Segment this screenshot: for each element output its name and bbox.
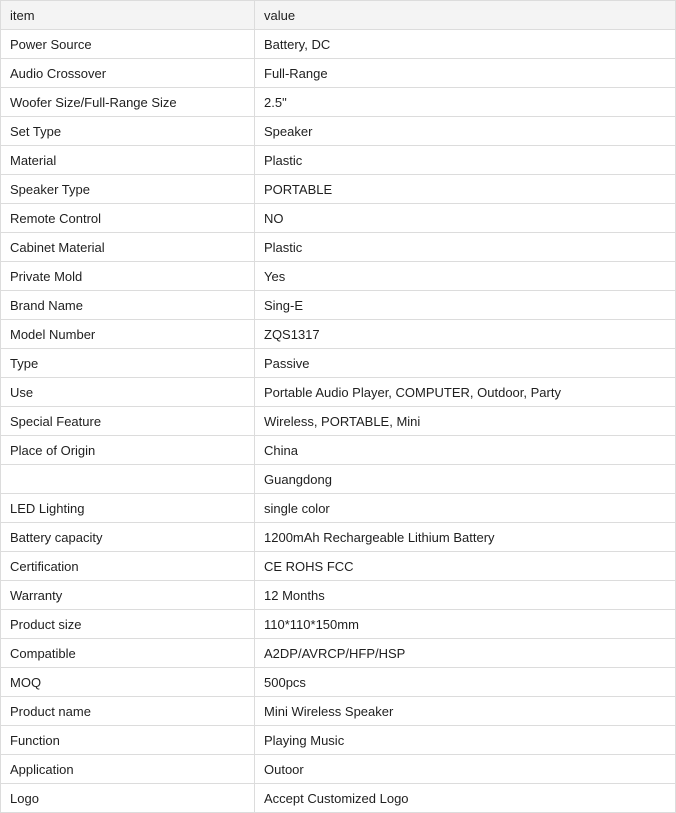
- table-row: [1, 30, 676, 59]
- table-row: [1, 784, 676, 813]
- table-row: [1, 494, 676, 523]
- value-cell: NO: [255, 204, 676, 233]
- value-cell: single color: [255, 494, 676, 523]
- value-cell: Passive: [255, 349, 676, 378]
- value-cell: Speaker: [255, 117, 676, 146]
- table-row: [1, 668, 676, 697]
- value-cell: Mini Wireless Speaker: [255, 697, 676, 726]
- value-cell: Playing Music: [255, 726, 676, 755]
- value-cell: Sing-E: [255, 291, 676, 320]
- table-row: [1, 755, 676, 784]
- table-row: [1, 581, 676, 610]
- item-cell: Type: [1, 349, 255, 378]
- table-row: [1, 320, 676, 349]
- value-cell: 12 Months: [255, 581, 676, 610]
- value-cell: 110*110*150mm: [255, 610, 676, 639]
- value-cell: Full-Range: [255, 59, 676, 88]
- item-cell: Product name: [1, 697, 255, 726]
- value-cell: Plastic: [255, 233, 676, 262]
- table-row: [1, 378, 676, 407]
- value-cell: Wireless, PORTABLE, Mini: [255, 407, 676, 436]
- column-header-item: item: [1, 1, 255, 30]
- table-row: [1, 262, 676, 291]
- table-row: [1, 523, 676, 552]
- table-body: [1, 30, 676, 813]
- item-cell: Cabinet Material: [1, 233, 255, 262]
- column-header-value: value: [255, 1, 676, 30]
- item-cell: Certification: [1, 552, 255, 581]
- item-cell: Private Mold: [1, 262, 255, 291]
- value-cell: Yes: [255, 262, 676, 291]
- table-row: [1, 610, 676, 639]
- item-cell: Woofer Size/Full-Range Size: [1, 88, 255, 117]
- item-cell: Special Feature: [1, 407, 255, 436]
- item-cell: Warranty: [1, 581, 255, 610]
- table-row: [1, 697, 676, 726]
- item-cell: Speaker Type: [1, 175, 255, 204]
- item-cell: LED Lighting: [1, 494, 255, 523]
- value-cell: 1200mAh Rechargeable Lithium Battery: [255, 523, 676, 552]
- table-row: [1, 349, 676, 378]
- value-cell: Outoor: [255, 755, 676, 784]
- table-row: [1, 726, 676, 755]
- item-cell: Audio Crossover: [1, 59, 255, 88]
- table-row: [1, 59, 676, 88]
- item-cell: Brand Name: [1, 291, 255, 320]
- item-cell: Power Source: [1, 30, 255, 59]
- value-cell: 2.5": [255, 88, 676, 117]
- item-cell: Model Number: [1, 320, 255, 349]
- table-row: [1, 552, 676, 581]
- value-cell: PORTABLE: [255, 175, 676, 204]
- item-cell: Compatible: [1, 639, 255, 668]
- table-row: [1, 465, 676, 494]
- item-cell: Material: [1, 146, 255, 175]
- value-cell: Plastic: [255, 146, 676, 175]
- item-cell: Battery capacity: [1, 523, 255, 552]
- value-cell: Battery, DC: [255, 30, 676, 59]
- item-cell: Use: [1, 378, 255, 407]
- value-cell: China: [255, 436, 676, 465]
- table-row: [1, 436, 676, 465]
- table-row: [1, 233, 676, 262]
- table-row: [1, 88, 676, 117]
- value-cell: Portable Audio Player, COMPUTER, Outdoor, Party: [255, 378, 676, 407]
- item-cell: Product size: [1, 610, 255, 639]
- value-cell: 500pcs: [255, 668, 676, 697]
- table-row: [1, 407, 676, 436]
- table-row: [1, 146, 676, 175]
- item-cell: Set Type: [1, 117, 255, 146]
- value-cell: ZQS1317: [255, 320, 676, 349]
- item-cell: Function: [1, 726, 255, 755]
- table-row: [1, 639, 676, 668]
- table-row: [1, 117, 676, 146]
- item-cell: Application: [1, 755, 255, 784]
- item-cell: [1, 465, 255, 494]
- value-cell: Guangdong: [255, 465, 676, 494]
- value-cell: A2DP/AVRCP/HFP/HSP: [255, 639, 676, 668]
- value-cell: CE ROHS FCC: [255, 552, 676, 581]
- value-cell: Accept Customized Logo: [255, 784, 676, 813]
- table-row: [1, 291, 676, 320]
- item-cell: MOQ: [1, 668, 255, 697]
- item-cell: Remote Control: [1, 204, 255, 233]
- item-cell: Place of Origin: [1, 436, 255, 465]
- table-header-row: [1, 1, 676, 30]
- item-cell: Logo: [1, 784, 255, 813]
- table-row: [1, 204, 676, 233]
- table-row: [1, 175, 676, 204]
